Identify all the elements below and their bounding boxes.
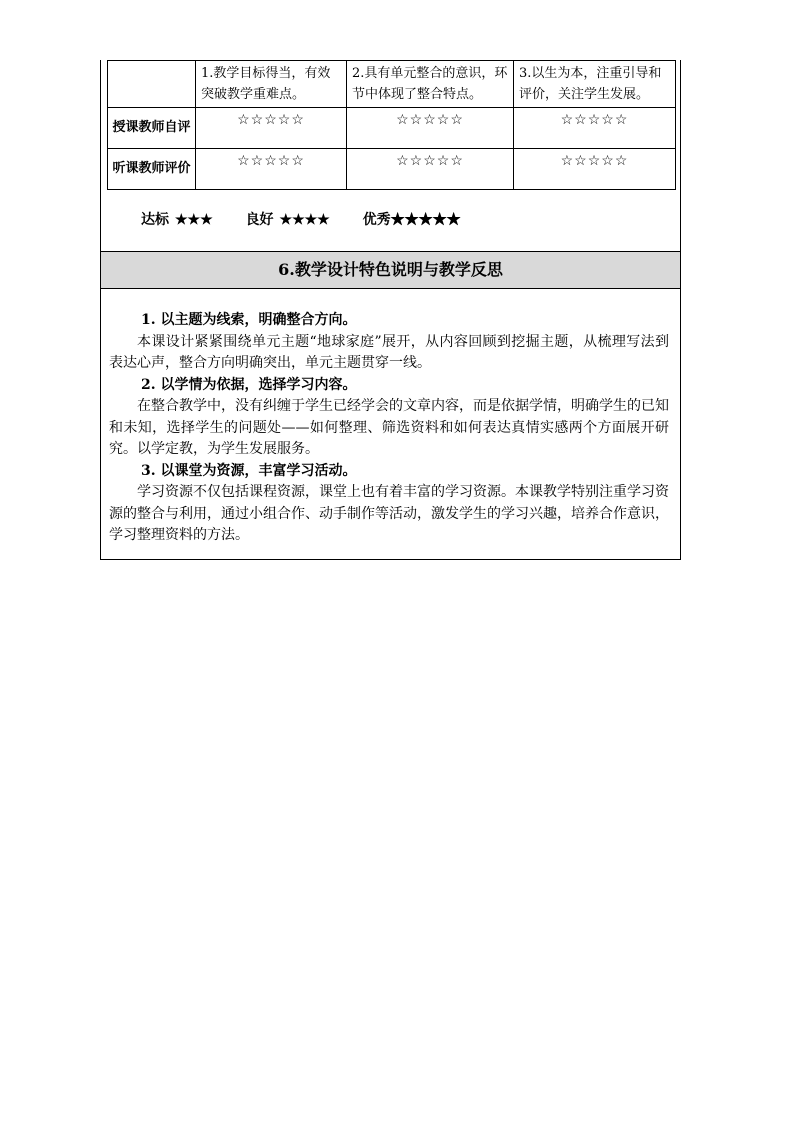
section-title: 6.教学设计特色说明与教学反思 (101, 251, 680, 289)
document-frame (100, 60, 681, 560)
self-evaluation-row (108, 108, 676, 149)
legend-item (141, 212, 218, 228)
reflection-heading-1: 1. 以主题为线索，明确整合方向。 (141, 312, 357, 328)
reflection-paragraph-2: 在整合教学中，没有纠缠于学生已经学会的文章内容，而是依据学情，明确学生的已知和未知，选择学生的问题处——如何整理、筛选资料和如何表达真情实感两个方面展开研究。以学定教，为学生发展服务。 (109, 398, 669, 457)
criteria-row (108, 61, 676, 108)
legend-stars: ★★★ (175, 212, 213, 228)
criterion-2: 2.具有单元整合的意识，环节中体现了整合特点。 (347, 61, 514, 108)
star-rating[interactable]: ☆☆☆☆☆ (347, 149, 514, 190)
star-rating[interactable]: ☆☆☆☆☆ (196, 108, 347, 149)
evaluation-table (107, 60, 676, 190)
legend-label: 达标 (141, 212, 169, 228)
legend-stars: ★★★★★ (390, 212, 461, 228)
reflection-heading-3: 3. 以课堂为资源，丰富学习活动。 (141, 462, 357, 479)
peer-evaluation-row (108, 149, 676, 190)
star-rating[interactable]: ☆☆☆☆☆ (514, 108, 676, 149)
criterion-1: 1.教学目标得当，有效突破教学重难点。 (196, 61, 347, 108)
legend-stars: ★★★★ (279, 212, 330, 228)
rating-legend (141, 209, 489, 229)
reflection-paragraph-3: 学习资源不仅包括课程资源，课堂上也有着丰富的学习资源。本课教学特别注重学习资源的整合与利用，通过小组合作、动手制作等活动，激发学生的学习兴趣，培养合作意识，学习整理资料的方法。 (109, 484, 669, 543)
star-rating[interactable]: ☆☆☆☆☆ (196, 149, 347, 190)
criteria-corner-cell (108, 61, 196, 108)
criterion-3: 3.以生为本，注重引导和评价，关注学生发展。 (514, 61, 676, 108)
reflection-content (109, 310, 669, 547)
self-evaluation-label: 授课教师自评 (108, 108, 196, 149)
peer-evaluation-label: 听课教师评价 (108, 149, 196, 190)
legend-label: 优秀 (362, 212, 391, 228)
legend-label: 良好 (245, 212, 274, 228)
legend-item (363, 212, 461, 228)
reflection-heading-2: 2. 以学情为依据，选择学习内容。 (141, 376, 357, 393)
star-rating[interactable]: ☆☆☆☆☆ (347, 108, 514, 149)
reflection-paragraph-1: 本课设计紧紧围绕单元主题“地球家庭”展开，从内容回顾到挖掘主题，从梳理写法到表达心声，整合方向明确突出，单元主题贯穿一线。 (109, 333, 669, 371)
legend-item (246, 212, 335, 228)
star-rating[interactable]: ☆☆☆☆☆ (514, 149, 676, 190)
